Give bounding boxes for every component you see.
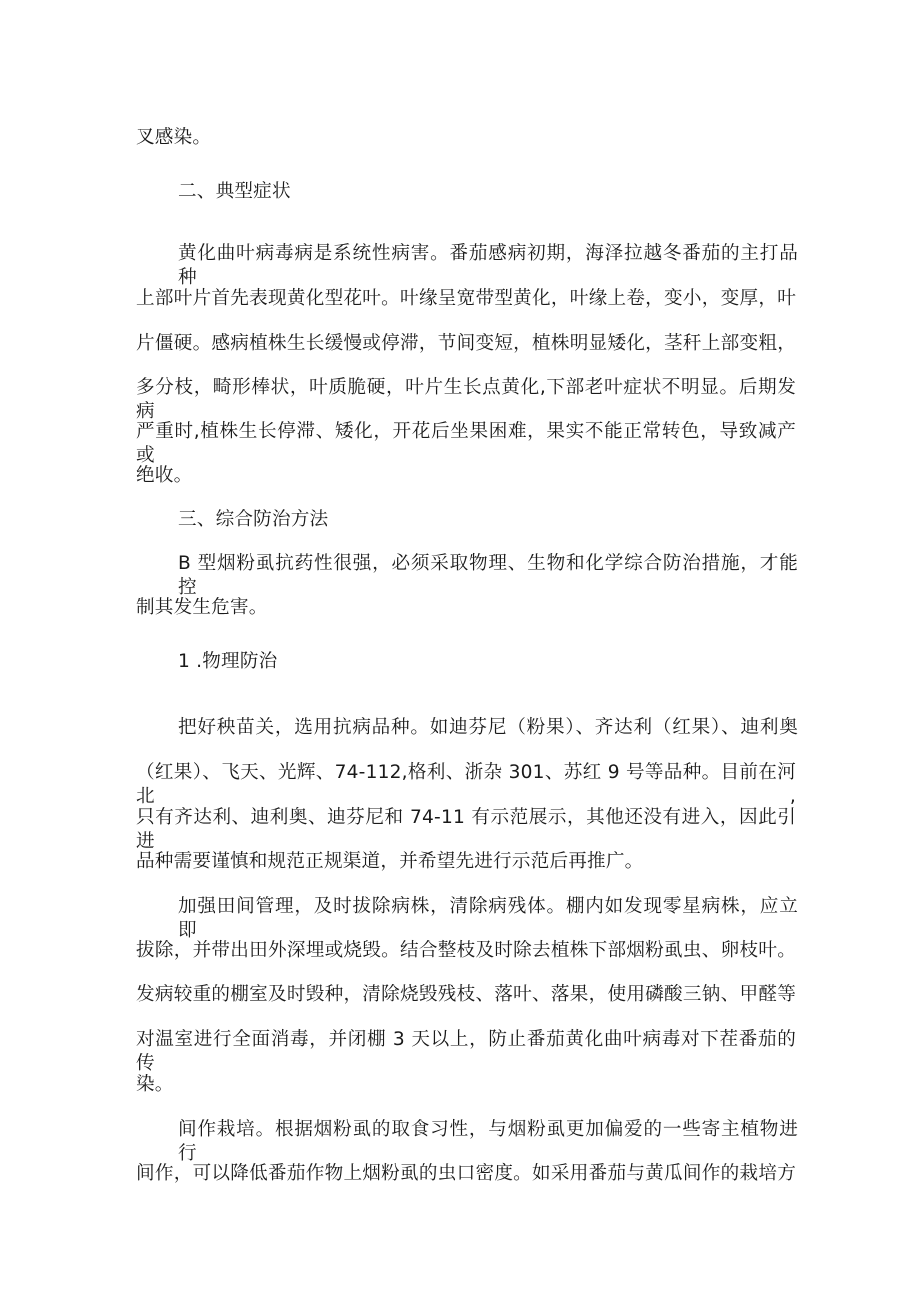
paragraph-line: 黄化曲叶病毒病是系统性病害。番茄感病初期，海泽拉越冬番茄的主打品种 [178,243,798,288]
paragraph-line: 品种需要谨慎和规范正规渠道，并希望先进行示范后再推广。 [136,851,644,872]
paragraph-line: （红果）、飞天、光辉、74-112,格利、浙杂 301、苏红 9 号等品种。目前在河北, [136,762,796,807]
subsection-heading-physical: 1 .物理防治 [178,651,278,672]
paragraph-line: 拔除，并带出田外深埋或烧毁。结合整枝及时除去植株下部烟粉虱虫、卵枝叶。 [136,940,796,961]
paragraph-line: 间作，可以降低番茄作物上烟粉虱的虫口密度。如采用番茄与黄瓜间作的栽培方 [136,1163,796,1184]
paragraph-line: 对温室进行全面消毒，并闭棚 3 天以上，防止番茄黄化曲叶病毒对下茬番茄的传 [136,1029,796,1074]
paragraph-line: 绝收。 [136,465,193,486]
paragraph-line: 叉感染。 [136,127,212,148]
paragraph-line: 发病较重的棚室及时毁种，清除烧毁残枝、落叶、落果，使用磷酸三钠、甲醛等 [136,984,796,1005]
paragraph-line: B 型烟粉虱抗药性很强，必须采取物理、生物和化学综合防治措施，才能控 [178,553,798,598]
paragraph-line: 只有齐达利、迪利奥、迪芬尼和 74-11 有示范展示，其他还没有进入，因此引进 [136,807,796,852]
paragraph-line: 上部叶片首先表现黄化型花叶。叶缘呈宽带型黄化，叶缘上卷，变小，变厚，叶 [136,288,796,309]
paragraph-line: 片僵硬。感病植株生长缓慢或停滞，节间变短，植株明显矮化，茎秆上部变粗， [136,333,796,354]
paragraph-line: 加强田间管理，及时拔除病株，清除病残体。棚内如发现零星病株，应立即 [178,896,798,941]
paragraph-line: 染。 [136,1074,174,1095]
paragraph-line: 制其发生危害。 [136,597,268,618]
paragraph-line: 把好秧苗关，选用抗病品种。如迪芬尼（粉果）、齐达利（红果）、迪利奥 [178,717,798,738]
paragraph-line: 间作栽培。根据烟粉虱的取食习性，与烟粉虱更加偏爱的一些寄主植物进行 [178,1119,798,1164]
section-heading-methods: 三、综合防治方法 [178,509,329,530]
section-heading-symptoms: 二、典型症状 [178,181,291,202]
paragraph-line: 严重时,植株生长停滞、矮化，开花后坐果困难，果实不能正常转色，导致减产或 [136,421,796,466]
paragraph-line: 多分枝，畸形棒状，叶质脆硬，叶片生长点黄化,下部老叶症状不明显。后期发病 [136,377,796,422]
